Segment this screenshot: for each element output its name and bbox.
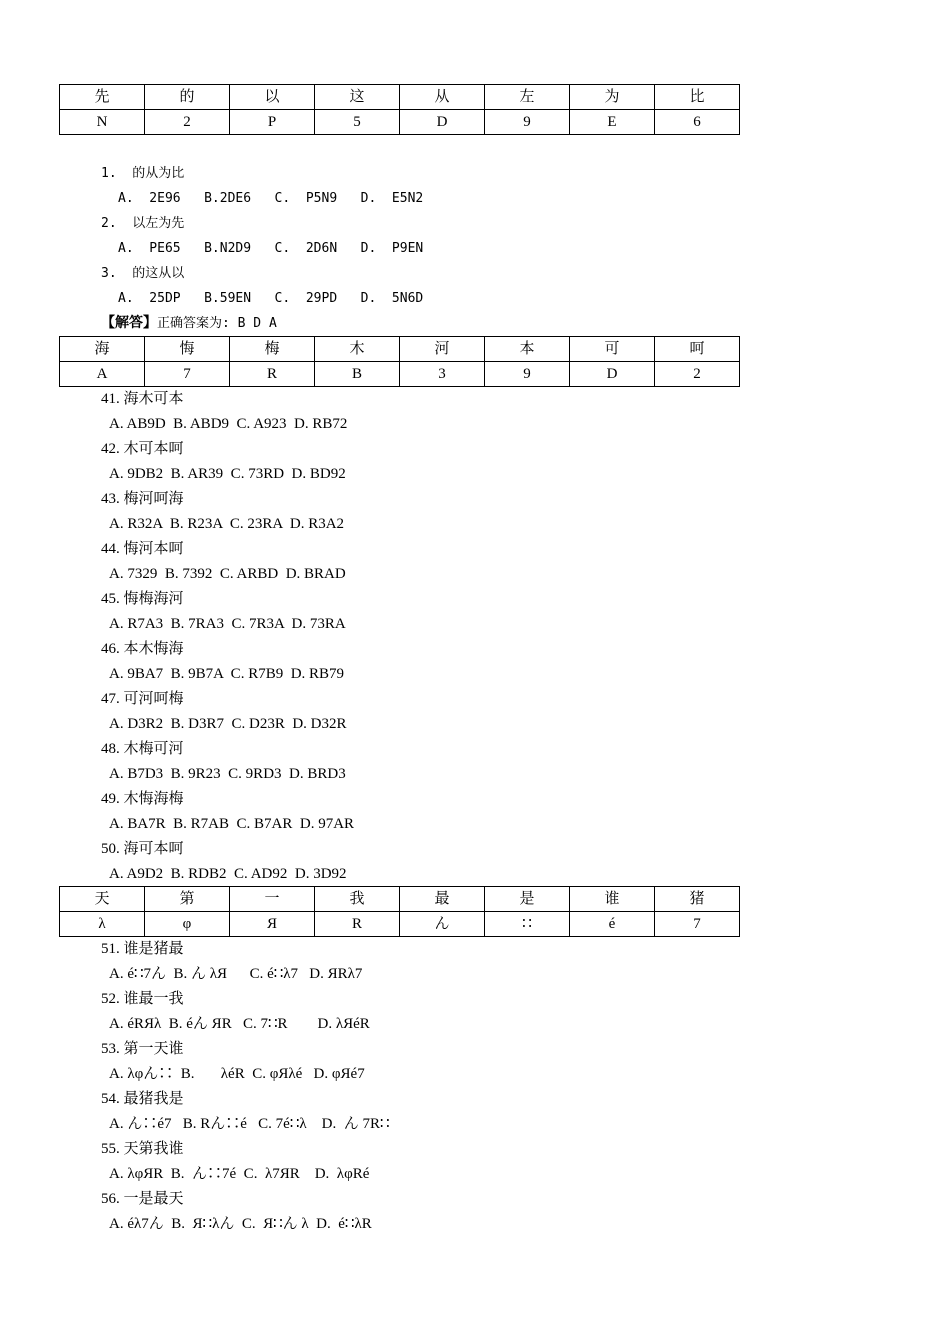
question-options: A. R7A3 B. 7RA3 C. 7R3A D. 73RA	[109, 616, 346, 632]
table-row	[60, 337, 740, 362]
question-text: 50. 海可本呵	[101, 841, 184, 857]
question-text: 49. 木悔海梅	[101, 791, 184, 807]
question-text: 46. 本木悔海	[101, 641, 184, 657]
table-cell: Я	[230, 912, 315, 937]
question-text: 43. 梅河呵海	[101, 491, 184, 507]
table-cell: 左	[485, 85, 570, 110]
answer-text: 正确答案为: B D A	[157, 316, 277, 331]
table-cell: 先	[60, 85, 145, 110]
table-cell: 我	[315, 887, 400, 912]
table-cell: 第	[145, 887, 230, 912]
table-cell: 天	[60, 887, 145, 912]
question-text: 45. 悔梅海河	[101, 591, 184, 607]
table-cell: λ	[60, 912, 145, 937]
table-cell: ん	[400, 912, 485, 937]
table-cell: D	[570, 362, 655, 387]
table-cell: 3	[400, 362, 485, 387]
question-options: A. B7D3 B. 9R23 C. 9RD3 D. BRD3	[109, 766, 346, 782]
table-cell: E	[570, 110, 655, 135]
question-text: 55. 天第我谁	[101, 1141, 184, 1157]
table-cell: D	[400, 110, 485, 135]
question-text: 42. 木可本呵	[101, 441, 184, 457]
question-options: A. BA7R B. R7AB C. B7AR D. 97AR	[109, 816, 355, 832]
question-text: 2. 以左为先	[101, 216, 185, 231]
table-cell: φ	[145, 912, 230, 937]
table-cell: ∷	[485, 912, 570, 937]
question-options: A. 25DP B.59EN C. 29PD D. 5N6D	[118, 291, 424, 306]
answer-label: 【解答】	[101, 315, 157, 331]
question-options: A. 7329 B. 7392 C. ARBD D. BRAD	[109, 566, 346, 582]
question-options: A. ん∷é7 B. Rん∷é C. 7é∷λ D. ん 7R∷	[109, 1116, 390, 1132]
table-cell: P	[230, 110, 315, 135]
question-options: A. 9DB2 B. AR39 C. 73RD D. BD92	[109, 466, 346, 482]
table-cell: 河	[400, 337, 485, 362]
table-cell: 7	[655, 912, 740, 937]
question-text: 51. 谁是猪最	[101, 941, 184, 957]
table-cell: 一	[230, 887, 315, 912]
table-cell: 从	[400, 85, 485, 110]
table-row	[60, 912, 740, 937]
table-cell: 5	[315, 110, 400, 135]
table-row	[60, 110, 740, 135]
table-cell: 可	[570, 337, 655, 362]
question-options: A. λφん∷ B. λéR C. φЯλé D. φЯé7	[109, 1066, 365, 1082]
question-text: 3. 的这从以	[101, 266, 185, 281]
question-options: A. PE65 B.N2D9 C. 2D6N D. P9EN	[118, 241, 424, 256]
question-text: 44. 悔河本呵	[101, 541, 184, 557]
table-cell: 木	[315, 337, 400, 362]
table-cell: 9	[485, 110, 570, 135]
question-options: A. é∷7ん B. ん λЯ C. é∷λ7 D. ЯRλ7	[109, 966, 363, 982]
table-cell: 本	[485, 337, 570, 362]
question-options: A. D3R2 B. D3R7 C. D23R D. D32R	[109, 716, 347, 732]
code-table-3	[59, 886, 740, 937]
question-text: 47. 可河呵梅	[101, 691, 184, 707]
table-cell: 2	[655, 362, 740, 387]
question-options: A. éλ7ん B. Я∷λん C. Я∷ん λ D. é∷λR	[109, 1216, 372, 1232]
table-cell: 比	[655, 85, 740, 110]
question-text: 52. 谁最一我	[101, 991, 184, 1007]
question-options: A. λφЯR B. ん∷7é C. λ7ЯR D. λφRé	[109, 1166, 370, 1182]
table-cell: R	[230, 362, 315, 387]
table-cell: 的	[145, 85, 230, 110]
question-text: 48. 木梅可河	[101, 741, 184, 757]
question-text: 54. 最猪我是	[101, 1091, 184, 1107]
table-cell: é	[570, 912, 655, 937]
table-row	[60, 85, 740, 110]
table-cell: 为	[570, 85, 655, 110]
table-cell: 梅	[230, 337, 315, 362]
question-text: 41. 海木可本	[101, 391, 184, 407]
question-text: 53. 第一天谁	[101, 1041, 184, 1057]
question-options: A. éRЯλ B. éん ЯR C. 7∷R D. λЯéR	[109, 1016, 370, 1032]
table-cell: 以	[230, 85, 315, 110]
table-cell: 悔	[145, 337, 230, 362]
table-cell: 呵	[655, 337, 740, 362]
table-row	[60, 362, 740, 387]
question-options: A. 2E96 B.2DE6 C. P5N9 D. E5N2	[118, 191, 424, 206]
table-cell: B	[315, 362, 400, 387]
question-text: 56. 一是最天	[101, 1191, 184, 1207]
code-table-1	[59, 84, 740, 135]
table-cell: 最	[400, 887, 485, 912]
table-cell: 是	[485, 887, 570, 912]
table-cell: 6	[655, 110, 740, 135]
code-table-2	[59, 336, 740, 387]
table-cell: 谁	[570, 887, 655, 912]
table-cell: 海	[60, 337, 145, 362]
table-cell: 7	[145, 362, 230, 387]
table-cell: A	[60, 362, 145, 387]
question-options: A. A9D2 B. RDB2 C. AD92 D. 3D92	[109, 866, 347, 882]
question-options: A. R32A B. R23A C. 23RA D. R3A2	[109, 516, 345, 532]
table-row	[60, 887, 740, 912]
table-cell: R	[315, 912, 400, 937]
question-options: A. AB9D B. ABD9 C. A923 D. RB72	[109, 416, 348, 432]
table-cell: N	[60, 110, 145, 135]
table-cell: 猪	[655, 887, 740, 912]
table-cell: 2	[145, 110, 230, 135]
table-cell: 9	[485, 362, 570, 387]
table-cell: 这	[315, 85, 400, 110]
answer-line	[101, 314, 277, 333]
question-text: 1. 的从为比	[101, 166, 185, 181]
question-options: A. 9BA7 B. 9B7A C. R7B9 D. RB79	[109, 666, 345, 682]
